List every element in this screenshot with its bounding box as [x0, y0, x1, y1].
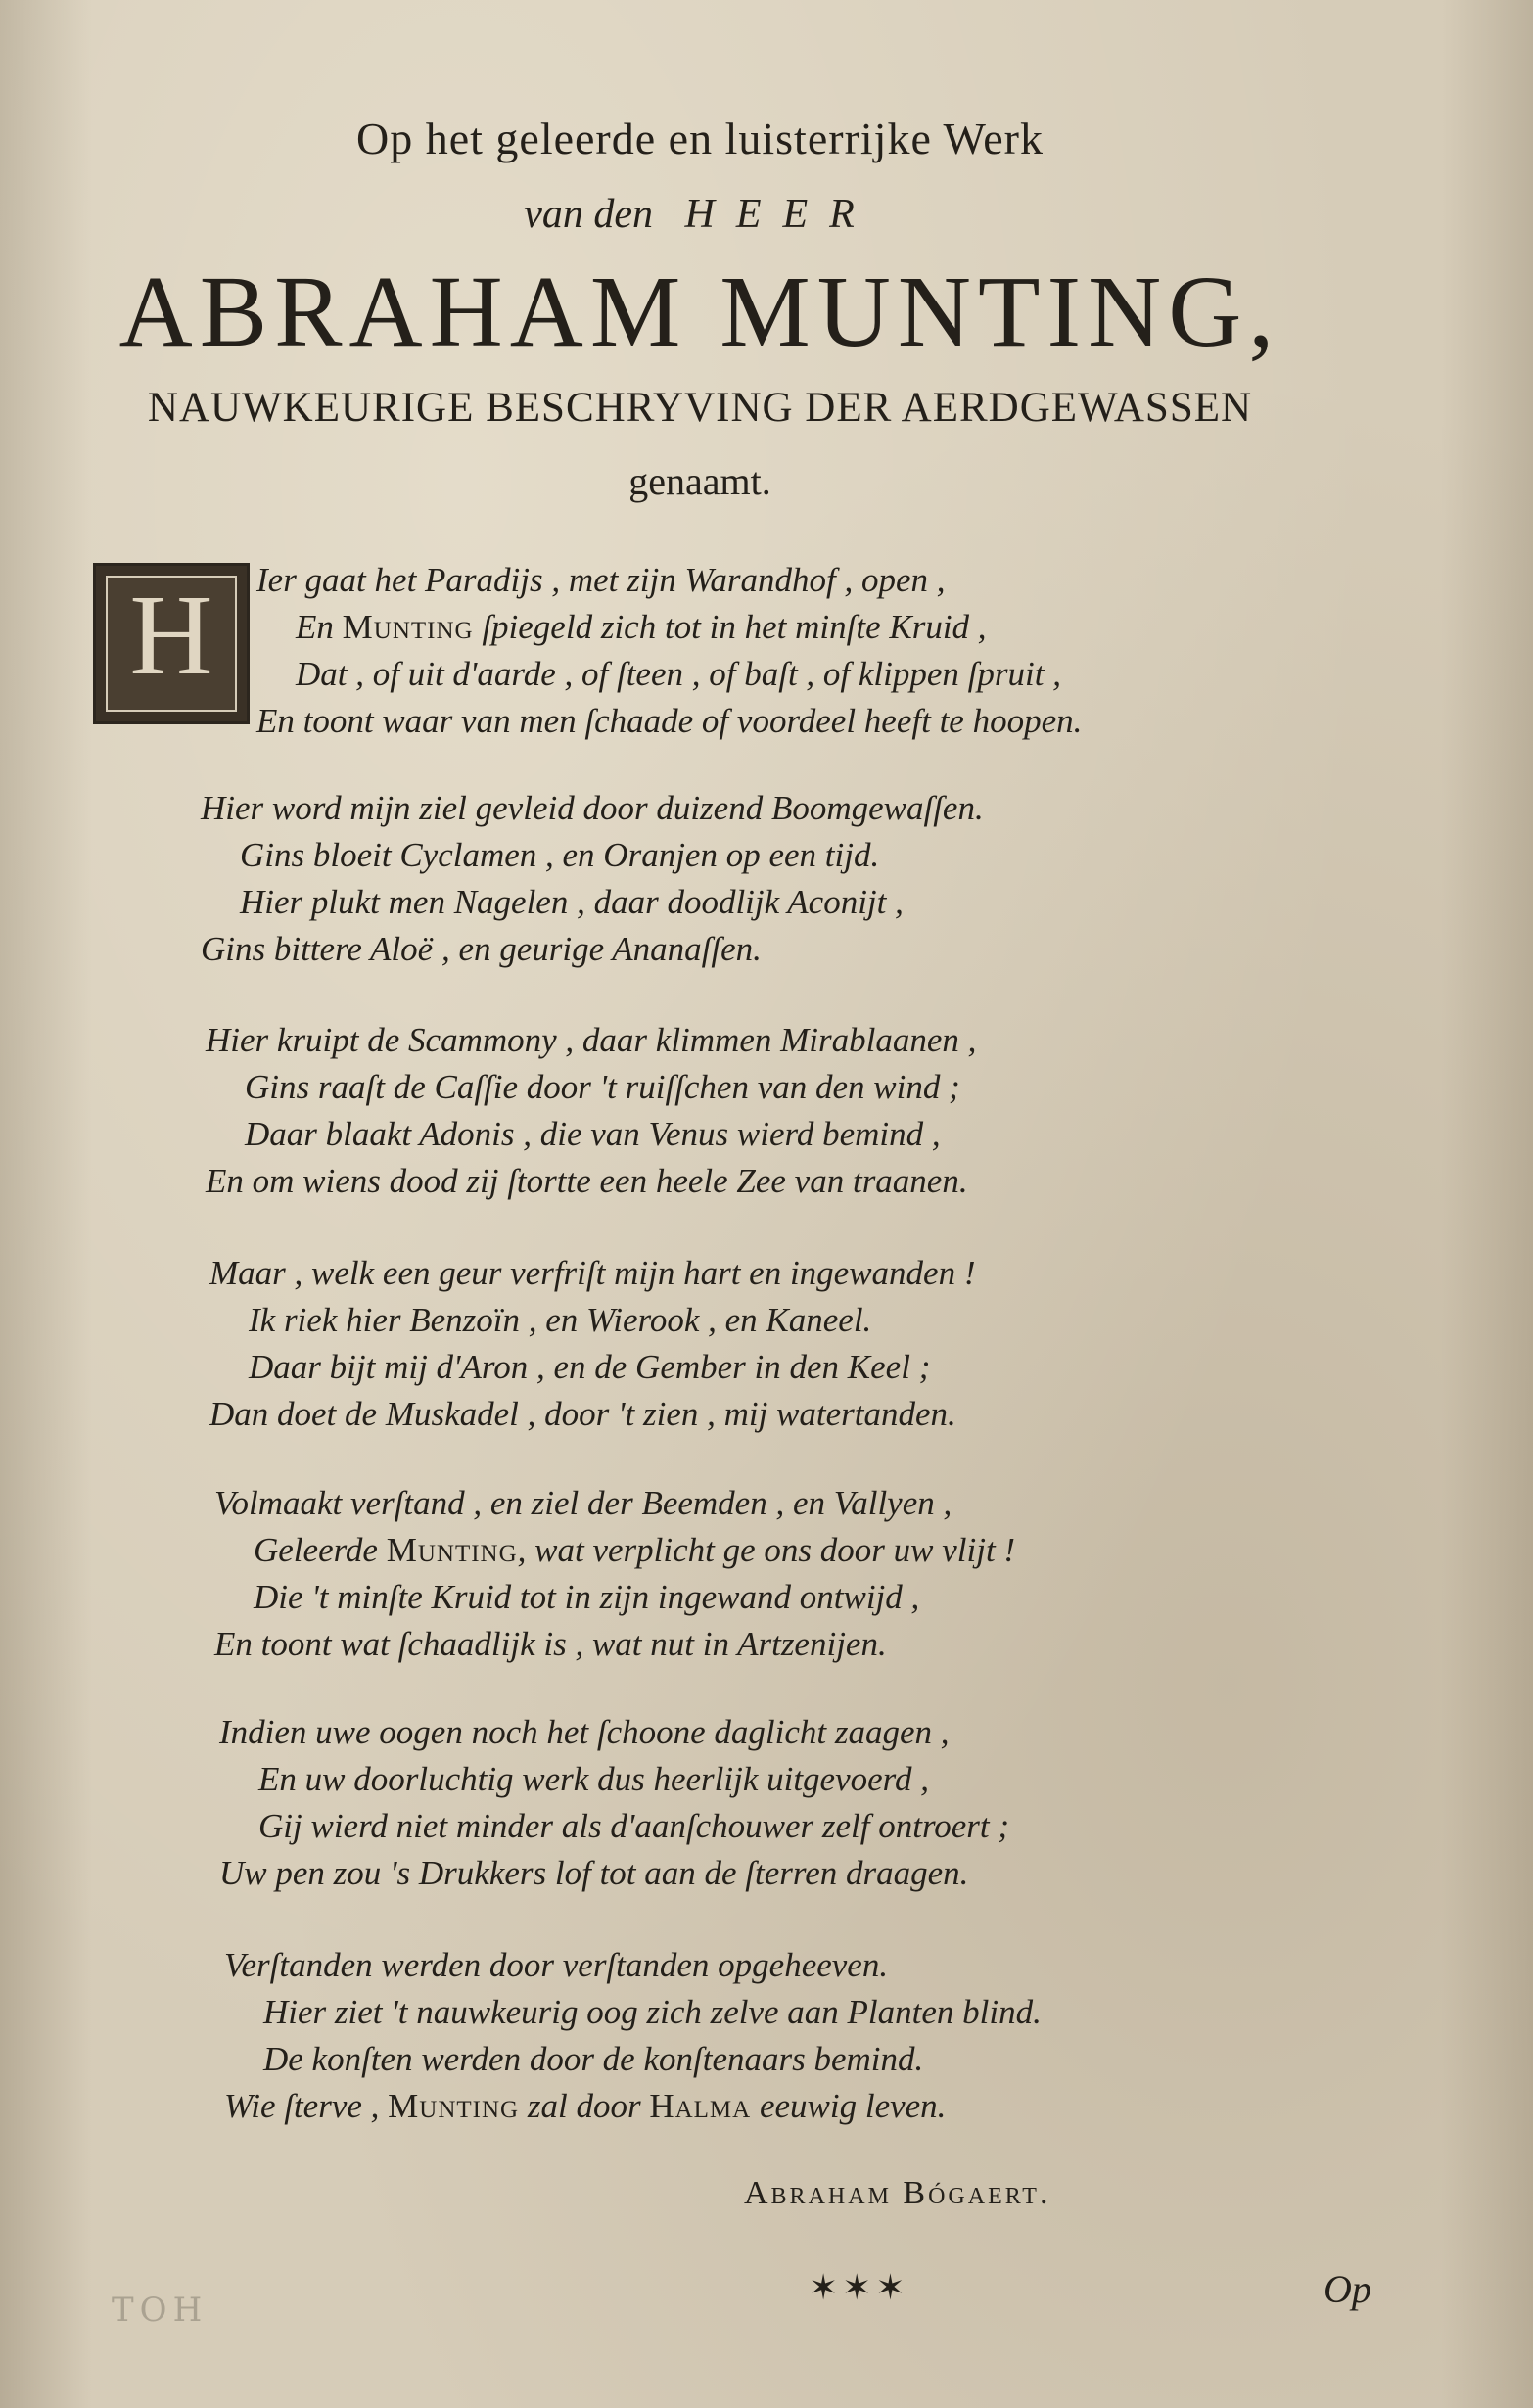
poem-line [263, 1995, 1042, 2029]
poem-text: Dan doet de Muskadel , door 't zien , mij watertanden. [209, 1395, 956, 1433]
catchword: Op [1324, 2267, 1371, 2311]
poem-line [245, 1117, 941, 1151]
poem-text: Verſtanden werden door verſtanden opgeheeven. [224, 1946, 889, 1984]
poem-text: Gij wierd niet minder als d'aanſchouwer zelf ontroert ; [258, 1807, 1010, 1845]
poem-line [201, 791, 984, 825]
poem-text: En [296, 608, 343, 646]
poem-text: En toont wat ſchaadlijk is , wat nut in Artzenijen. [214, 1625, 887, 1663]
decorated-initial-letter: H [129, 571, 213, 699]
poem-line [296, 657, 1061, 691]
poem-line [249, 1350, 930, 1384]
poem-text: Dat , of uit d'aarde , of ſteen , of baſt , of klippen ſpruit , [296, 655, 1061, 693]
poem-text: , wat verplicht ge ons door uw vlijt ! [517, 1531, 1016, 1569]
poem-text: Gins raaſt de Caſſie door 't ruiſſchen van den wind ; [245, 1068, 960, 1106]
poem-line [219, 1856, 968, 1890]
poem-text: Daar blaakt Adonis , die van Venus wierd bemind , [245, 1115, 941, 1153]
poem-line [256, 704, 1082, 738]
poem-line [209, 1397, 956, 1431]
poem-text: En toont waar van men ſchaade of voordeel heeft te hoopen. [256, 702, 1083, 740]
signature: Abraham Bógaert. [744, 2175, 1051, 2211]
poem-text: Daar bijt mij d'Aron , en de Gember in den Keel ; [249, 1348, 931, 1386]
poem-line [258, 1762, 929, 1796]
heading-line-2-title: HEER [684, 192, 876, 237]
poem-line [224, 1948, 888, 1982]
poem-line [249, 1303, 871, 1337]
poem-line [206, 1164, 968, 1198]
poem-line [224, 2089, 946, 2123]
heading-line-2-prefix: van den [524, 192, 653, 237]
poem-text: Gins bloeit Cyclamen , en Oranjen op een tijd. [240, 836, 880, 874]
poem-line [245, 1070, 960, 1104]
poem-line [201, 932, 762, 966]
poem-text: Geleerde [254, 1531, 387, 1569]
poem-text: zal door [519, 2087, 650, 2125]
poem-line [219, 1715, 950, 1749]
poem-text: Hier kruipt de Scammony , daar klimmen Mirablaanen , [206, 1021, 977, 1059]
poem-text: Gins bittere Aloë , en geurige Ananaſſen. [201, 930, 762, 968]
poem-text: Hier word mijn ziel gevleid door duizend Boomgewaſſen. [201, 789, 984, 827]
poem-line [209, 1256, 976, 1290]
poem-line [254, 1580, 919, 1614]
poem-line [214, 1627, 887, 1661]
poem-text: Ier gaat het Paradijs , met zijn Warandhof , open , [256, 561, 946, 599]
poem-line [240, 838, 879, 872]
poem-text: En om wiens dood zij ſtortte een heele Zee van traanen. [206, 1162, 968, 1200]
poem-text: Uw pen zou 's Drukkers lof tot aan de ſterren draagen. [219, 1854, 969, 1892]
poem-name-smallcaps: Munting [386, 1531, 518, 1569]
genaamt-heading: genaamt. [628, 459, 771, 503]
author-name-heading: ABRAHAM MUNTING, [118, 255, 1281, 368]
poem-text: Hier ziet 't nauwkeurig oog zich zelve aan Planten blind. [263, 1993, 1042, 2031]
poem-text: Indien uwe oogen noch het ſchoone daglicht zaagen , [219, 1713, 950, 1751]
poem-line [206, 1023, 976, 1057]
poem-line [254, 1533, 1015, 1567]
work-title-heading: NAUWKEURIGE BESCHRYVING DER AERDGEWASSEN [147, 385, 1253, 431]
poem-name-smallcaps: Munting [388, 2087, 520, 2125]
poem-name-smallcaps: Halma [649, 2087, 752, 2125]
poem-line [263, 2042, 923, 2076]
poem-text: ſpiegeld zich tot in het minſte Kruid , [473, 608, 987, 646]
poem-text: Hier plukt men Nagelen , daar doodlijk Aconijt , [240, 883, 904, 921]
poem-text: Maar , welk een geur verfriſt mijn hart en ingewanden ! [209, 1254, 976, 1292]
bleed-through-text: HOT [106, 2291, 203, 2330]
poem-name-smallcaps: Munting [342, 608, 474, 646]
heading-line-1: Op het geleerde en luisterrijke Werk [355, 114, 1044, 163]
poem-line [214, 1486, 952, 1520]
poem-line [296, 610, 987, 644]
poem-line [256, 563, 946, 597]
heading-line-2 [0, 191, 1400, 238]
asterism-ornament: ✶✶✶ [809, 2268, 909, 2308]
poem-line [258, 1809, 1009, 1843]
poem-text: Die 't minſte Kruid tot in zijn ingewand ontwijd , [254, 1578, 920, 1616]
poem-text: Ik riek hier Benzoïn , en Wierook , en Kaneel. [249, 1301, 872, 1339]
decorated-initial [93, 563, 250, 724]
poem-text: Volmaakt verſtand , en ziel der Beemden , en Vallyen , [214, 1484, 952, 1522]
poem-text: De konſten werden door de konſtenaars bemind. [263, 2040, 924, 2078]
poem-line [240, 885, 904, 919]
poem-text: eeuwig leven. [751, 2087, 947, 2125]
poem-text: En uw doorluchtig werk dus heerlijk uitgevoerd , [258, 1760, 929, 1798]
poem-text: Wie ſterve , [224, 2087, 389, 2125]
